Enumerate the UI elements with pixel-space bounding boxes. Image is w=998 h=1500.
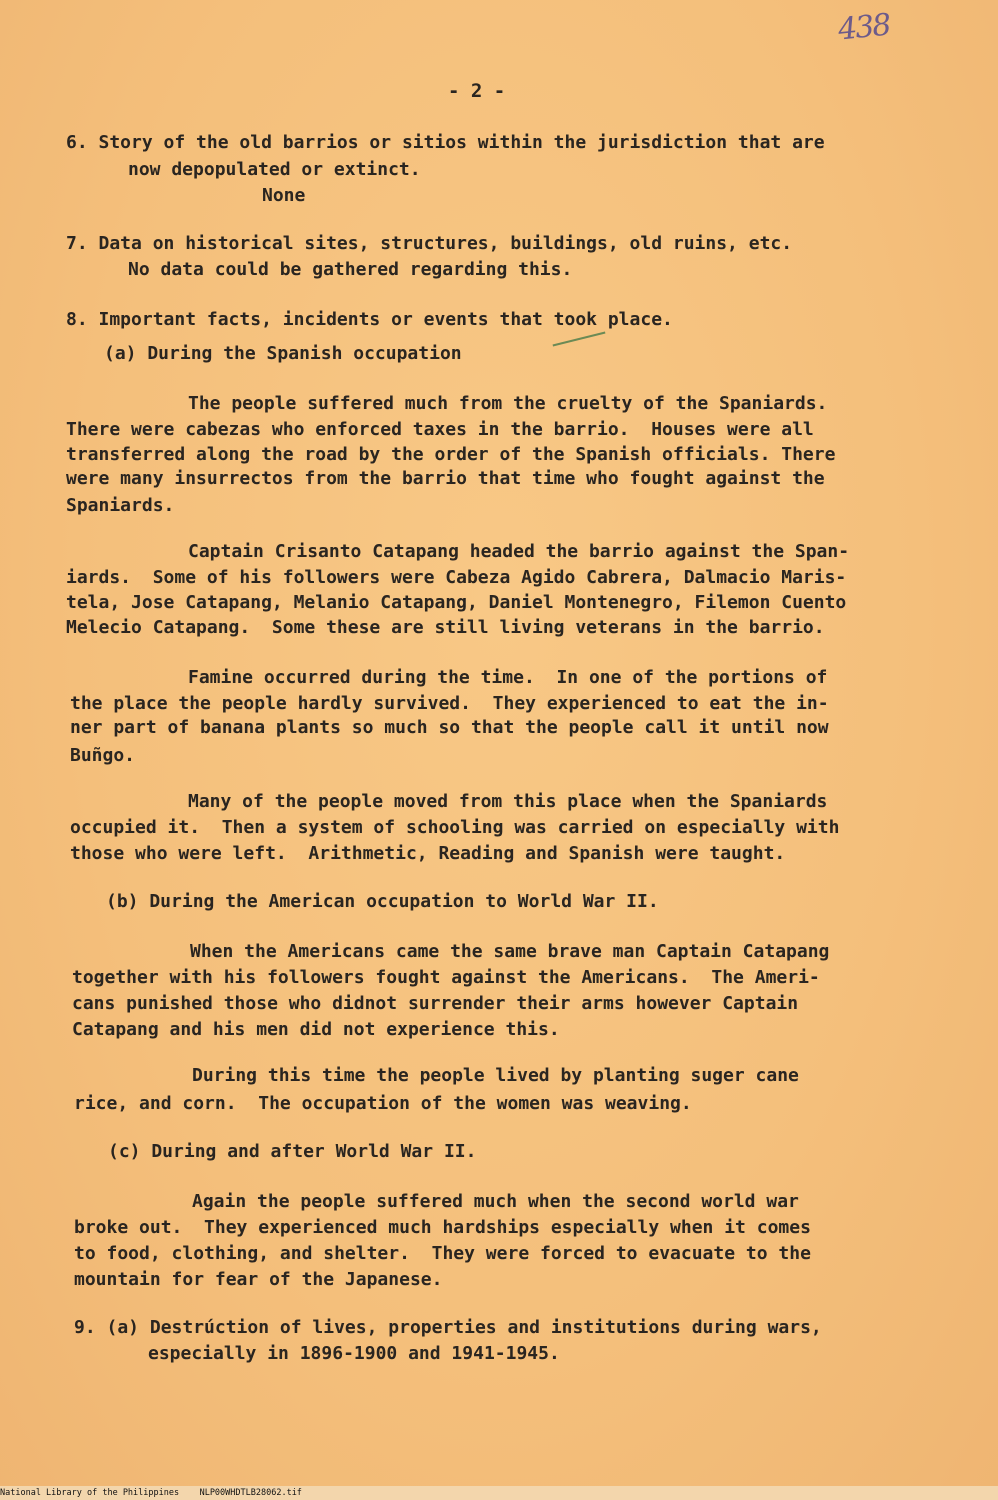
subheading-b: (b) During the American occupation to World War II. [106,891,659,912]
paragraph-line: Captain Crisanto Catapang headed the barrio against the Span- [188,541,850,562]
paragraph-line: tela, Jose Catapang, Melanio Catapang, Daniel Montenegro, Filemon Cuento [66,592,847,613]
paragraph-line: cans punished those who didnot surrender their arms however Captain [72,993,799,1014]
item-7-answer: No data could be gathered regarding this. [128,259,573,280]
paragraph-line: Spaniards. [66,495,175,516]
handwritten-page-annotation: 438 [836,7,892,48]
paragraph-line: The people suffered much from the cruelty of the Spaniards. [188,393,828,414]
pen-mark [553,331,606,346]
paragraph-line: During this time the people lived by planting suger cane [192,1065,799,1086]
paragraph-line: together with his followers fought against the Americans. The Ameri- [72,967,820,988]
item-9-heading: 9. (a) Destrúction of lives, properties and institutions during wars, [74,1317,822,1338]
page-number: - 2 - [448,80,506,102]
paragraph-line: transferred along the road by the order of the Spanish officials. There [66,444,836,465]
paragraph-line: broke out. They experienced much hardships especially when it comes [74,1217,811,1238]
item-6-heading: 6. Story of the old barrios or sitios within the jurisdiction that are [66,132,825,153]
paragraph-line: the place the people hardly survived. They experienced to eat the in- [70,693,829,714]
scan-footer: National Library of the Philippines NLP00WHDTLB28062.tif [0,1486,998,1500]
paragraph-line: Melecio Catapang. Some these are still living veterans in the barrio. [66,617,825,638]
paragraph-line: rice, and corn. The occupation of the women was weaving. [74,1093,692,1114]
paragraph-line: to food, clothing, and shelter. They were forced to evacuate to the [74,1243,811,1264]
item-9-heading-cont: especially in 1896-1900 and 1941-1945. [148,1343,560,1364]
paragraph-line: Many of the people moved from this place when the Spaniards [188,791,828,812]
paragraph-line: those who were left. Arithmetic, Reading and Spanish were taught. [70,843,786,864]
item-8-heading: 8. Important facts, incidents or events that took place. [66,309,673,330]
paragraph-line: iards. Some of his followers were Cabeza Agido Cabrera, Dalmacio Maris- [66,567,847,588]
item-6-heading-cont: now depopulated or extinct. [128,159,421,180]
paragraph-line: Famine occurred during the time. In one of the portions of [188,667,828,688]
paragraph-line: Again the people suffered much when the second world war [192,1191,799,1212]
subheading-c: (c) During and after World War II. [108,1141,477,1162]
subheading-a: (a) During the Spanish occupation [104,343,462,364]
paragraph-line: Buñgo. [70,745,136,766]
paragraph-line: When the Americans came the same brave man Captain Catapang [190,941,830,962]
item-7-heading: 7. Data on historical sites, structures, buildings, old ruins, etc. [66,233,793,254]
item-6-answer: None [262,185,306,206]
paragraph-line: ner part of banana plants so much so that the people call it until now [70,717,829,738]
paragraph-line: mountain for fear of the Japanese. [74,1269,443,1290]
paragraph-line: Catapang and his men did not experience this. [72,1019,560,1040]
paragraph-line: occupied it. Then a system of schooling was carried on especially with [70,817,840,838]
paragraph-line: were many insurrectos from the barrio that time who fought against the [66,468,825,489]
paragraph-line: There were cabezas who enforced taxes in the barrio. Houses were all [66,419,814,440]
